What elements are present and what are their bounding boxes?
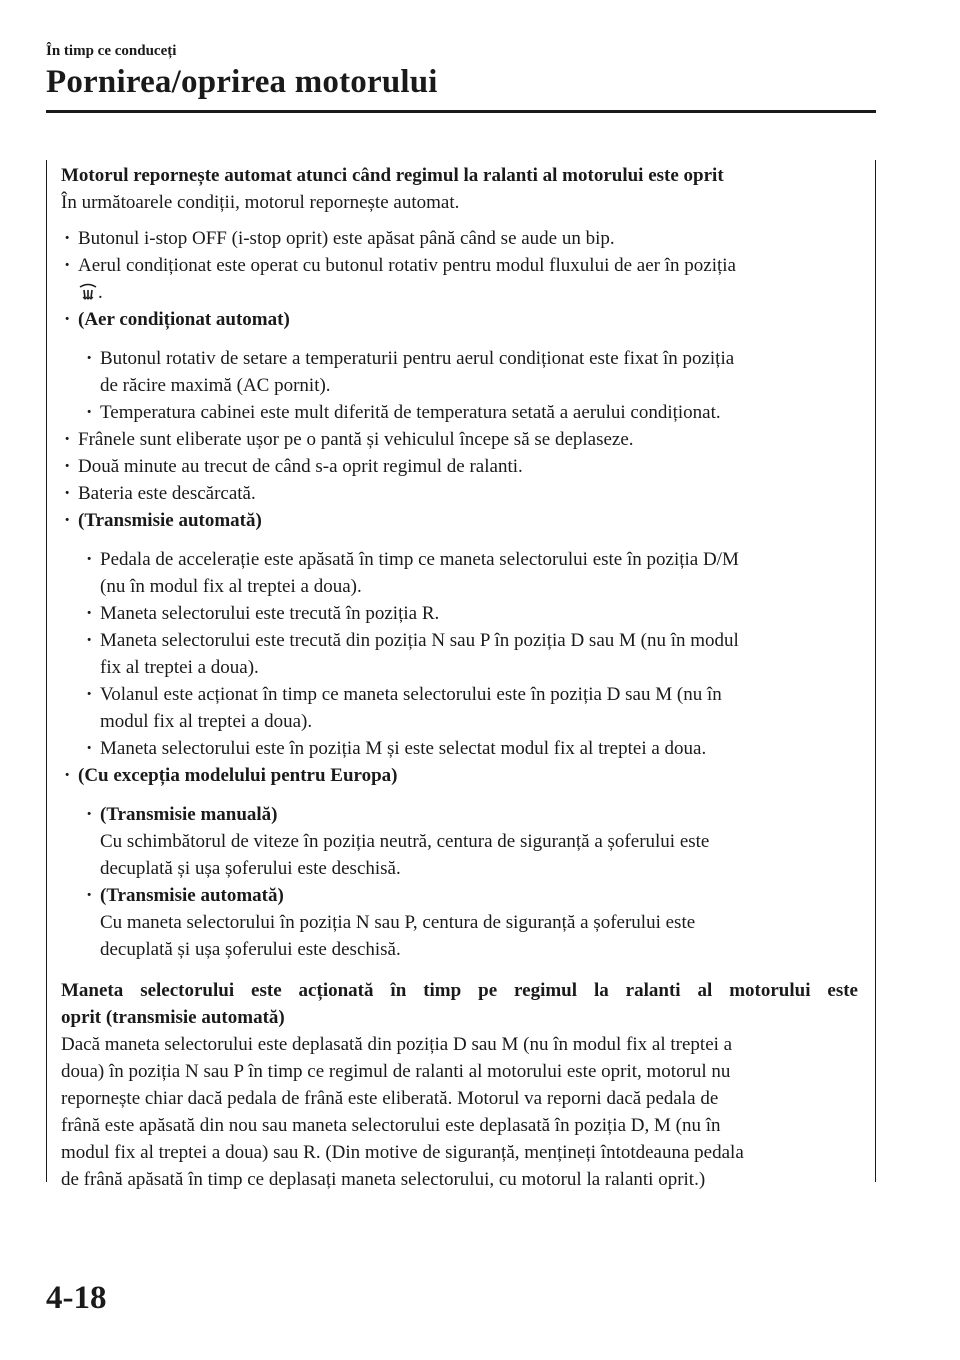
list-item: · (Transmisie automată) Cu maneta selectorului în poziția N sau P, centura de siguranță a șoferului este decuplată și ușa șoferului este deschisă. — [86, 885, 696, 960]
list-item: · Aerul condiționat este operat cu butonul rotativ pentru modul fluxului de aer în poziția . — [64, 255, 736, 303]
page-title: Pornirea/oprirea motorului — [46, 64, 438, 100]
list-item: · Frânele sunt eliberate ușor pe o pantă și vehiculul începe să se deplaseze. — [64, 429, 634, 450]
restart-heading: Motorul repornește automat atunci când regimul la ralanti al motorului este oprit — [61, 165, 724, 186]
list-item: · (Transmisie manuală) Cu schimbătorul de viteze în poziția neutră, centura de siguranță a șoferului este decuplată și ușa șoferului este deschisă. — [86, 804, 710, 879]
list-item: · Temperatura cabinei este mult diferită de temperatura setată a aerului condiționat. — [86, 402, 721, 423]
page-number: 4-18 — [46, 1280, 107, 1316]
selector-heading-2: oprit (transmisie automată) — [61, 1007, 285, 1028]
list-item: · (Aer condiționat automat) — [64, 309, 290, 330]
defrost-airflow-icon — [78, 281, 98, 301]
selector-heading: Maneta selectorului este acționată în timp pe regimul la ralanti al motorului este — [61, 980, 858, 1001]
list-item: · Volanul este acționat în timp ce maneta selectorului este în poziția D sau M (nu în modul fix al treptei a doua). — [86, 684, 722, 732]
list-item: · Două minute au trecut de când s-a oprit regimul de ralanti. — [64, 456, 523, 477]
list-item: · Maneta selectorului este trecută din poziția N sau P în poziția D sau M (nu în modul fix al treptei a doua). — [86, 630, 739, 678]
list-item: · Pedala de accelerație este apăsată în timp ce maneta selectorului este în poziția D/M (nu în modul fix al treptei a doua). — [86, 549, 739, 597]
list-item: · Bateria este descărcată. — [64, 483, 256, 504]
list-item: · Butonul i-stop OFF (i-stop oprit) este apăsat până când se aude un bip. — [64, 228, 615, 249]
section-label: În timp ce conduceți — [46, 43, 177, 59]
header-rule — [46, 110, 876, 113]
list-item: · (Cu excepția modelului pentru Europa) — [64, 765, 398, 786]
list-item: · Maneta selectorului este trecută în poziția R. — [86, 603, 440, 624]
restart-intro: În următoarele condiții, motorul repornește automat. — [61, 192, 460, 213]
page-header — [46, 42, 876, 102]
list-item: · (Transmisie automată) — [64, 510, 262, 531]
content — [61, 162, 858, 1193]
list-item: · Butonul rotativ de setare a temperaturii pentru aerul condiționat este fixat în poziția de răcire maximă (AC pornit). — [86, 348, 735, 396]
list-item: · Maneta selectorului este în poziția M și este selectat modul fix al treptei a doua. — [86, 738, 707, 759]
selector-paragraph: Dacă maneta selectorului este deplasată din poziția D sau M (nu în modul fix al treptei a doua) în poziția N sau P în timp ce regimul de ralanti al motorului este oprit, motorul nu repornește chiar dacă pedala de frână este eliberată. Motorul va reporni dacă pedala de frână este apăsată din nou sau maneta selectorului este deplasată în poziția D, M (nu în modul fix al treptei a doua) sau R. (Din motive de siguranță, mențineți întotdeauna pedala de frână apăsată în timp ce deplasați maneta selectorului, cu motorul la ralanti oprit.) — [61, 1034, 744, 1190]
